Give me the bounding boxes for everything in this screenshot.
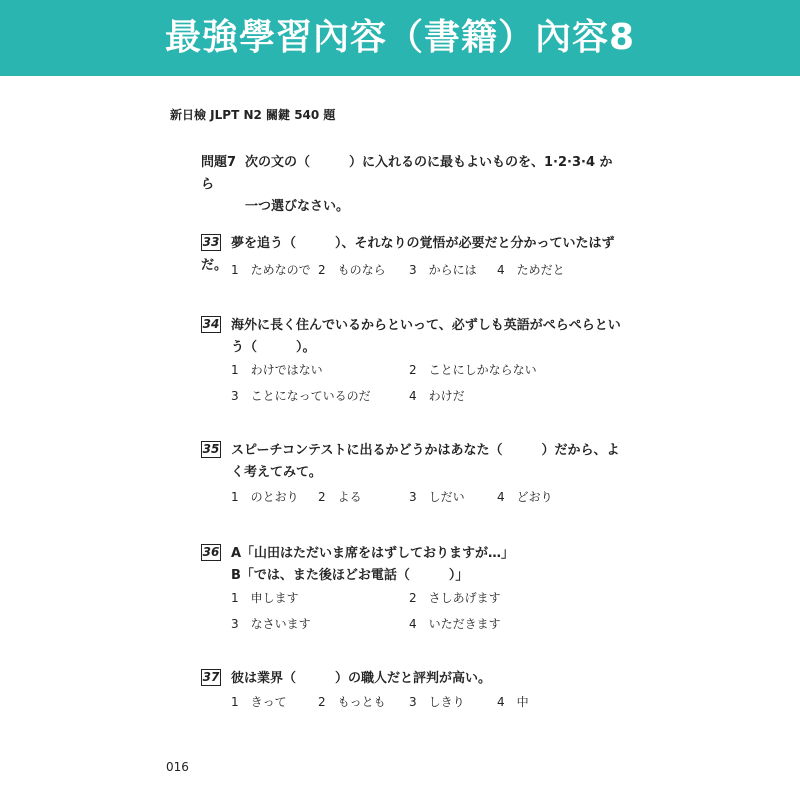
instruction-number: 問題7 bbox=[201, 155, 237, 170]
option: 4 いただきます bbox=[409, 617, 501, 631]
question-number-box: 36 bbox=[202, 545, 220, 559]
instruction-line-1: 次の文の（ ）に入れるのに最もよいものを、1·2·3·4 から bbox=[201, 155, 613, 192]
question-text-continued: う（ ）。 bbox=[231, 340, 316, 355]
book-header: 新日檢 JLPT N2 關鍵 540 題 bbox=[170, 108, 336, 122]
question-text-continued: B「では、また後ほどお電話（ ）」 bbox=[231, 568, 469, 583]
option: 2 ことにしかならない bbox=[409, 363, 537, 377]
question-text: 彼は業界（ ）の職人だと評判が高い。 bbox=[231, 671, 492, 686]
option: 4 わけだ bbox=[409, 389, 465, 403]
question-number-box: 37 bbox=[202, 670, 220, 684]
instruction-line-2: 一つ選びなさい。 bbox=[245, 199, 350, 214]
question-number-box: 34 bbox=[202, 317, 220, 331]
question-text-continued: く考えてみて。 bbox=[231, 465, 322, 480]
option: 1 きって bbox=[231, 695, 287, 709]
option: 2 よる bbox=[318, 490, 362, 504]
question-text: 海外に長く住んでいるからといって、必ずしも英語がぺらぺらとい bbox=[231, 318, 621, 333]
instruction-block bbox=[201, 152, 621, 218]
option: 3 しきり bbox=[409, 695, 465, 709]
question-number-box: 35 bbox=[202, 442, 220, 456]
option: 1 のとおり bbox=[231, 490, 299, 504]
option: 2 もっとも bbox=[318, 695, 386, 709]
option: 1 ためなので bbox=[231, 263, 311, 277]
option: 3 しだい bbox=[409, 490, 465, 504]
question-text: スピーチコンテストに出るかどうかはあなた（ ）だから、よ bbox=[231, 443, 620, 458]
option: 2 ものなら bbox=[318, 263, 386, 277]
question-number-box: 33 bbox=[202, 235, 220, 249]
question-text: A「山田はただいま席をはずしておりますが…」 bbox=[231, 546, 515, 561]
option: 2 さしあげます bbox=[409, 591, 501, 605]
option: 4 どおり bbox=[497, 490, 553, 504]
option: 4 中 bbox=[497, 695, 529, 709]
option: 3 からには bbox=[409, 263, 477, 277]
option: 1 申します bbox=[231, 591, 299, 605]
question-34 bbox=[201, 315, 621, 359]
banner-title: 最強學習內容（書籍）內容8 bbox=[164, 17, 636, 58]
question-35 bbox=[201, 440, 621, 484]
option: 4 ためだと bbox=[497, 263, 565, 277]
option: 1 わけではない bbox=[231, 363, 323, 377]
option: 3 ことになっているのだ bbox=[231, 389, 371, 403]
question-text: 夢を追う（ ）、それなりの覚悟が必要だと分かっていたはずだ。 bbox=[201, 236, 615, 273]
question-36 bbox=[201, 543, 621, 587]
top-banner bbox=[0, 0, 800, 76]
page-number: 016 bbox=[166, 760, 189, 774]
option: 3 なさいます bbox=[231, 617, 311, 631]
question-37 bbox=[201, 668, 621, 690]
